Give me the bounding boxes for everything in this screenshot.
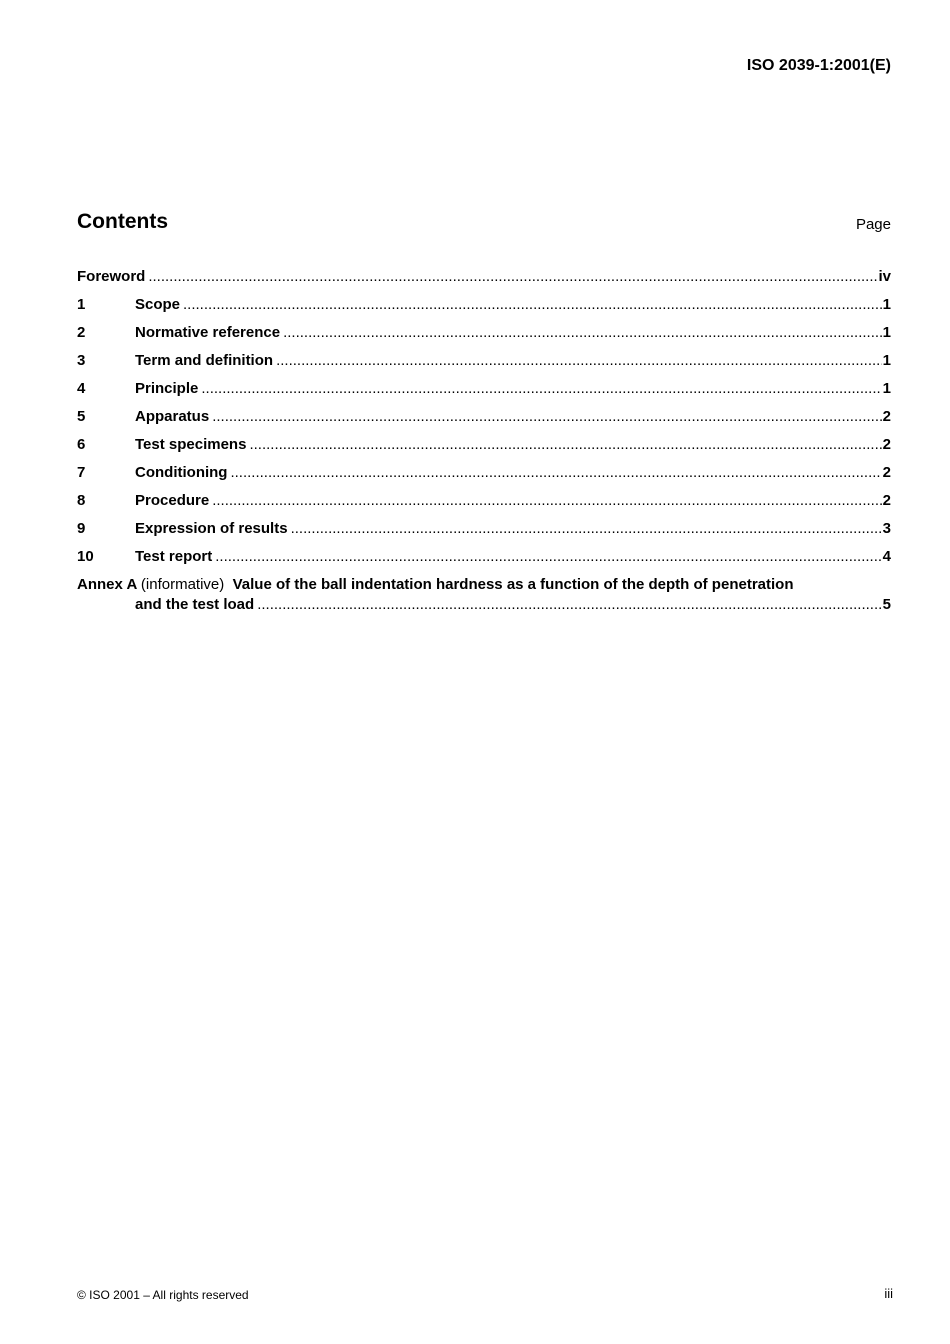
toc-entry-label: Test specimens — [135, 436, 247, 453]
toc-entry-number: 4 — [77, 380, 86, 397]
toc-entry-page: 2 — [882, 464, 891, 481]
toc-entry-number: 8 — [77, 492, 86, 509]
dot-leader — [215, 548, 881, 565]
dot-leader — [183, 296, 882, 313]
dot-leader — [291, 520, 882, 537]
toc-entry-apparatus[interactable] — [77, 408, 891, 436]
annex-title-line2: and the test load — [135, 596, 255, 613]
dot-leader — [212, 408, 881, 425]
toc-entry-page: 1 — [882, 296, 891, 313]
dot-leader — [148, 268, 877, 285]
toc-entry-page: 1 — [882, 352, 891, 369]
document-reference: ISO 2039-1:2001(E) — [746, 57, 891, 74]
annex-title-line1: Value of the ball indentation hardness as a function of the depth of penetration — [232, 576, 794, 593]
dot-leader — [230, 464, 881, 481]
toc-entry-label: Principle — [135, 380, 199, 397]
toc-entry-conditioning[interactable] — [77, 464, 891, 492]
toc-entry-label: Foreword — [77, 268, 146, 285]
dot-leader — [276, 352, 882, 369]
toc-entry-label: Apparatus — [135, 408, 210, 425]
page-number: iii — [884, 1286, 893, 1301]
toc-entry-scope[interactable] — [77, 296, 891, 324]
toc-entry-page: 2 — [882, 492, 891, 509]
toc-entry-number: 5 — [77, 408, 86, 425]
toc-entry-number: 9 — [77, 520, 86, 537]
toc-entry-page: 3 — [882, 520, 891, 537]
page-column-label: Page — [855, 216, 891, 233]
toc-entry-number: 6 — [77, 436, 86, 453]
toc-entry-foreword[interactable] — [77, 268, 891, 296]
toc-entry-normative-reference[interactable] — [77, 324, 891, 352]
toc-entry-annex-a[interactable] — [77, 576, 891, 618]
toc-entry-number: 1 — [77, 296, 86, 313]
toc-entry-page: 2 — [882, 408, 891, 425]
toc-entry-expression-of-results[interactable] — [77, 520, 891, 548]
annex-type: (informative) — [140, 576, 225, 593]
toc-entry-principle[interactable] — [77, 380, 891, 408]
toc-entry-label: Scope — [135, 296, 181, 313]
table-of-contents — [77, 268, 891, 618]
dot-leader — [201, 380, 881, 397]
dot-leader — [257, 596, 881, 613]
copyright-notice: © ISO 2001 – All rights reserved — [77, 1288, 249, 1302]
toc-entry-number: 3 — [77, 352, 86, 369]
dot-leader — [212, 492, 881, 509]
toc-entry-page: iv — [878, 268, 891, 285]
toc-entry-number: 7 — [77, 464, 86, 481]
toc-entry-label: Term and definition — [135, 352, 274, 369]
toc-entry-page: 5 — [882, 596, 891, 613]
toc-entry-term-and-definition[interactable] — [77, 352, 891, 380]
toc-entry-label: Test report — [135, 548, 213, 565]
dot-leader — [283, 324, 882, 341]
toc-entry-label: Conditioning — [135, 464, 228, 481]
toc-entry-test-report[interactable] — [77, 548, 891, 576]
annex-id: Annex A — [77, 576, 137, 593]
toc-entry-label: Procedure — [135, 492, 210, 509]
toc-entry-number: 10 — [77, 548, 94, 565]
dot-leader — [249, 436, 881, 453]
toc-entry-page: 4 — [882, 548, 891, 565]
toc-entry-number: 2 — [77, 324, 86, 341]
toc-entry-page: 1 — [882, 380, 891, 397]
toc-entry-label: Expression of results — [135, 520, 288, 537]
toc-entry-label: Normative reference — [135, 324, 281, 341]
toc-entry-test-specimens[interactable] — [77, 436, 891, 464]
toc-entry-page: 2 — [882, 436, 891, 453]
contents-title: Contents — [77, 210, 168, 233]
toc-entry-procedure[interactable] — [77, 492, 891, 520]
toc-entry-page: 1 — [882, 324, 891, 341]
